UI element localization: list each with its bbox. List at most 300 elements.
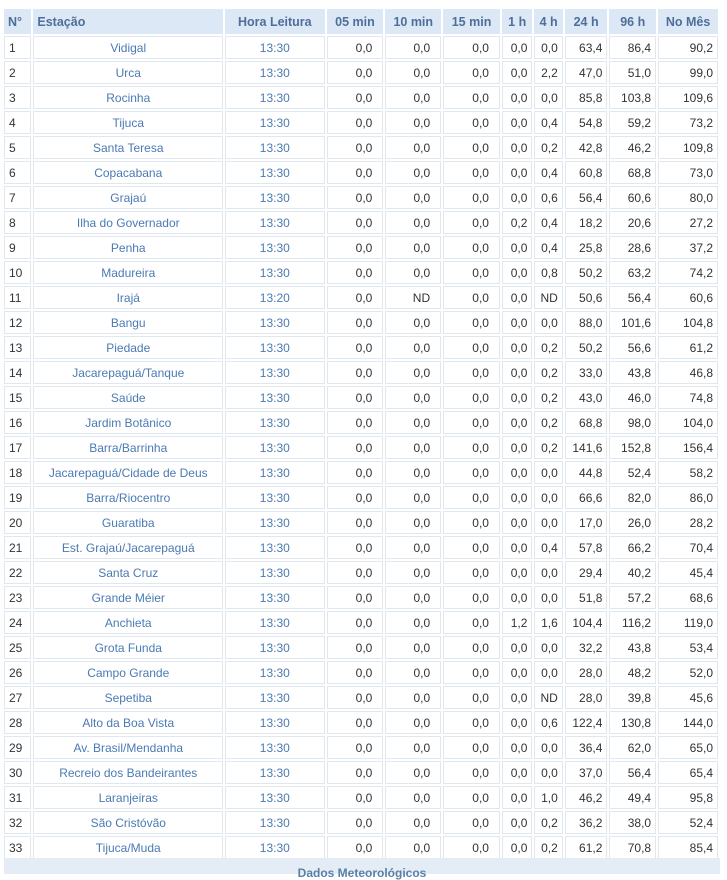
value-15min-cell: 0,0 — [443, 761, 500, 784]
station-number-cell: 5 — [4, 136, 31, 159]
value-month-cell: 60,6 — [658, 286, 718, 309]
value-1h-cell: 0,0 — [502, 111, 532, 134]
value-24h-cell: 33,0 — [565, 361, 608, 384]
station-name-cell[interactable]: Jacarepaguá/Tanque — [33, 361, 223, 384]
value-4h-cell: 0,4 — [534, 211, 562, 234]
value-96h-cell: 26,0 — [609, 511, 656, 534]
station-name-cell[interactable]: Barra/Riocentro — [33, 486, 223, 509]
value-4h-cell: 0,2 — [534, 836, 562, 859]
value-15min-cell: 0,0 — [443, 611, 500, 634]
value-96h-cell: 43,8 — [609, 361, 656, 384]
station-number-cell: 4 — [4, 111, 31, 134]
station-number-cell: 13 — [4, 336, 31, 359]
value-4h-cell: 1,0 — [534, 786, 562, 809]
header-number[interactable]: N° — [4, 9, 31, 34]
value-month-cell: 52,4 — [658, 811, 718, 834]
value-24h-cell: 60,8 — [565, 161, 608, 184]
value-5min-cell: 0,0 — [327, 786, 384, 809]
value-96h-cell: 52,4 — [609, 461, 656, 484]
value-4h-cell: 0,0 — [534, 36, 562, 59]
value-5min-cell: 0,0 — [327, 586, 384, 609]
value-10min-cell: 0,0 — [385, 386, 441, 409]
value-5min-cell: 0,0 — [327, 761, 384, 784]
table-row — [4, 636, 718, 659]
header-10min[interactable]: 10 min — [385, 9, 441, 34]
header-read-time[interactable]: Hora Leitura — [225, 9, 324, 34]
station-number-cell: 29 — [4, 736, 31, 759]
table-row — [4, 836, 718, 859]
station-name-cell[interactable]: Rocinha — [33, 86, 223, 109]
value-month-cell: 73,0 — [658, 161, 718, 184]
read-time-cell: 13:30 — [225, 511, 324, 534]
table-row — [4, 86, 718, 109]
station-number-cell: 16 — [4, 411, 31, 434]
value-1h-cell: 0,0 — [502, 186, 532, 209]
read-time-cell: 13:30 — [225, 736, 324, 759]
table-body — [4, 36, 718, 859]
value-96h-cell: 82,0 — [609, 486, 656, 509]
header-24h[interactable]: 24 h — [565, 9, 608, 34]
value-10min-cell: 0,0 — [385, 486, 441, 509]
value-24h-cell: 50,2 — [565, 261, 608, 284]
value-24h-cell: 25,8 — [565, 236, 608, 259]
value-1h-cell: 0,0 — [502, 136, 532, 159]
value-10min-cell: 0,0 — [385, 511, 441, 534]
read-time-cell: 13:30 — [225, 261, 324, 284]
value-15min-cell: 0,0 — [443, 486, 500, 509]
value-15min-cell: 0,0 — [443, 161, 500, 184]
value-96h-cell: 130,8 — [609, 711, 656, 734]
value-5min-cell: 0,0 — [327, 161, 384, 184]
value-24h-cell: 104,4 — [565, 611, 608, 634]
station-number-cell: 15 — [4, 386, 31, 409]
value-10min-cell: 0,0 — [385, 836, 441, 859]
header-1h[interactable]: 1 h — [502, 9, 532, 34]
value-24h-cell: 32,2 — [565, 636, 608, 659]
value-24h-cell: 63,4 — [565, 36, 608, 59]
value-24h-cell: 47,0 — [565, 61, 608, 84]
value-96h-cell: 56,4 — [609, 286, 656, 309]
read-time-cell: 13:30 — [225, 236, 324, 259]
value-1h-cell: 0,0 — [502, 486, 532, 509]
value-10min-cell: 0,0 — [385, 161, 441, 184]
table-row — [4, 486, 718, 509]
value-24h-cell: 50,2 — [565, 336, 608, 359]
value-4h-cell: 0,4 — [534, 536, 562, 559]
value-4h-cell: 0,0 — [534, 486, 562, 509]
value-1h-cell: 0,0 — [502, 411, 532, 434]
value-4h-cell: 0,2 — [534, 411, 562, 434]
value-10min-cell: 0,0 — [385, 561, 441, 584]
value-15min-cell: 0,0 — [443, 686, 500, 709]
station-number-cell: 9 — [4, 236, 31, 259]
table-row — [4, 236, 718, 259]
value-month-cell: 58,2 — [658, 461, 718, 484]
read-time-cell: 13:20 — [225, 286, 324, 309]
table-row — [4, 36, 718, 59]
value-10min-cell: 0,0 — [385, 86, 441, 109]
value-1h-cell: 0,0 — [502, 561, 532, 584]
value-4h-cell: ND — [534, 686, 562, 709]
header-4h[interactable]: 4 h — [534, 9, 562, 34]
station-number-cell: 22 — [4, 561, 31, 584]
header-month[interactable]: No Mês — [658, 9, 718, 34]
value-month-cell: 70,4 — [658, 536, 718, 559]
station-number-cell: 17 — [4, 436, 31, 459]
value-month-cell: 46,8 — [658, 361, 718, 384]
table-row — [4, 661, 718, 684]
value-15min-cell: 0,0 — [443, 86, 500, 109]
value-15min-cell: 0,0 — [443, 61, 500, 84]
value-10min-cell: 0,0 — [385, 461, 441, 484]
station-name-cell[interactable]: Santa Teresa — [33, 136, 223, 159]
value-4h-cell: 0,6 — [534, 711, 562, 734]
table-row — [4, 461, 718, 484]
table-row — [4, 711, 718, 734]
value-month-cell: 109,8 — [658, 136, 718, 159]
value-month-cell: 27,2 — [658, 211, 718, 234]
value-month-cell: 86,0 — [658, 486, 718, 509]
read-time-cell: 13:30 — [225, 411, 324, 434]
read-time-cell: 13:30 — [225, 211, 324, 234]
station-name-cell[interactable]: Tijuca/Muda — [33, 836, 223, 859]
value-month-cell: 99,0 — [658, 61, 718, 84]
value-15min-cell: 0,0 — [443, 261, 500, 284]
value-4h-cell: 0,8 — [534, 261, 562, 284]
read-time-cell: 13:30 — [225, 586, 324, 609]
value-1h-cell: 0,0 — [502, 811, 532, 834]
value-4h-cell: 0,2 — [534, 361, 562, 384]
value-5min-cell: 0,0 — [327, 261, 384, 284]
station-number-cell: 3 — [4, 86, 31, 109]
value-4h-cell: 0,2 — [534, 811, 562, 834]
value-15min-cell: 0,0 — [443, 661, 500, 684]
station-name-cell[interactable]: Grande Méier — [33, 586, 223, 609]
read-time-cell: 13:30 — [225, 311, 324, 334]
value-15min-cell: 0,0 — [443, 36, 500, 59]
value-10min-cell: 0,0 — [385, 136, 441, 159]
value-96h-cell: 68,8 — [609, 161, 656, 184]
value-24h-cell: 29,4 — [565, 561, 608, 584]
station-name-cell[interactable]: Piedade — [33, 336, 223, 359]
station-name-cell[interactable]: Sepetiba — [33, 686, 223, 709]
value-month-cell: 73,2 — [658, 111, 718, 134]
value-1h-cell: 0,0 — [502, 736, 532, 759]
value-4h-cell: ND — [534, 286, 562, 309]
value-24h-cell: 43,0 — [565, 386, 608, 409]
station-name-cell[interactable]: Grajaú — [33, 186, 223, 209]
value-96h-cell: 39,8 — [609, 686, 656, 709]
read-time-cell: 13:30 — [225, 86, 324, 109]
station-number-cell: 20 — [4, 511, 31, 534]
value-5min-cell: 0,0 — [327, 136, 384, 159]
station-name-cell[interactable]: São Cristóvão — [33, 811, 223, 834]
value-5min-cell: 0,0 — [327, 561, 384, 584]
value-96h-cell: 40,2 — [609, 561, 656, 584]
value-5min-cell: 0,0 — [327, 511, 384, 534]
value-1h-cell: 0,0 — [502, 361, 532, 384]
value-24h-cell: 42,8 — [565, 136, 608, 159]
station-name-cell[interactable]: Madureira — [33, 261, 223, 284]
read-time-cell: 13:30 — [225, 836, 324, 859]
value-10min-cell: 0,0 — [385, 411, 441, 434]
value-10min-cell: 0,0 — [385, 111, 441, 134]
value-96h-cell: 70,8 — [609, 836, 656, 859]
value-15min-cell: 0,0 — [443, 711, 500, 734]
value-1h-cell: 0,2 — [502, 211, 532, 234]
value-96h-cell: 98,0 — [609, 411, 656, 434]
value-15min-cell: 0,0 — [443, 336, 500, 359]
value-5min-cell: 0,0 — [327, 236, 384, 259]
value-4h-cell: 0,4 — [534, 161, 562, 184]
value-1h-cell: 0,0 — [502, 836, 532, 859]
station-name-cell[interactable]: Irajá — [33, 286, 223, 309]
table-row — [4, 761, 718, 784]
value-1h-cell: 0,0 — [502, 336, 532, 359]
value-15min-cell: 0,0 — [443, 386, 500, 409]
table-row — [4, 211, 718, 234]
value-24h-cell: 61,2 — [565, 836, 608, 859]
value-15min-cell: 0,0 — [443, 311, 500, 334]
station-name-cell[interactable]: Alto da Boa Vista — [33, 711, 223, 734]
value-5min-cell: 0,0 — [327, 536, 384, 559]
table-row — [4, 436, 718, 459]
value-24h-cell: 28,0 — [565, 686, 608, 709]
header-station[interactable]: Estação — [33, 9, 223, 34]
value-96h-cell: 101,6 — [609, 311, 656, 334]
value-month-cell: 144,0 — [658, 711, 718, 734]
value-96h-cell: 20,6 — [609, 211, 656, 234]
station-number-cell: 7 — [4, 186, 31, 209]
value-month-cell: 65,4 — [658, 761, 718, 784]
value-1h-cell: 0,0 — [502, 311, 532, 334]
value-4h-cell: 2,2 — [534, 61, 562, 84]
station-name-cell[interactable]: Recreio dos Bandeirantes — [33, 761, 223, 784]
value-24h-cell: 17,0 — [565, 511, 608, 534]
table-header-row — [4, 9, 718, 34]
value-month-cell: 156,4 — [658, 436, 718, 459]
value-96h-cell: 103,8 — [609, 86, 656, 109]
value-96h-cell: 57,2 — [609, 586, 656, 609]
value-4h-cell: 0,4 — [534, 236, 562, 259]
read-time-cell: 13:30 — [225, 711, 324, 734]
value-5min-cell: 0,0 — [327, 386, 384, 409]
value-5min-cell: 0,0 — [327, 336, 384, 359]
value-5min-cell: 0,0 — [327, 61, 384, 84]
value-24h-cell: 46,2 — [565, 786, 608, 809]
value-month-cell: 104,8 — [658, 311, 718, 334]
read-time-cell: 13:30 — [225, 786, 324, 809]
value-month-cell: 109,6 — [658, 86, 718, 109]
value-24h-cell: 28,0 — [565, 661, 608, 684]
station-number-cell: 2 — [4, 61, 31, 84]
footer-link[interactable]: Dados Meteorológicos — [297, 866, 427, 880]
value-1h-cell: 0,0 — [502, 36, 532, 59]
value-96h-cell: 62,0 — [609, 736, 656, 759]
value-10min-cell: 0,0 — [385, 311, 441, 334]
station-name-cell[interactable]: Santa Cruz — [33, 561, 223, 584]
value-24h-cell: 36,2 — [565, 811, 608, 834]
value-4h-cell: 0,0 — [534, 661, 562, 684]
value-15min-cell: 0,0 — [443, 786, 500, 809]
value-10min-cell: 0,0 — [385, 361, 441, 384]
value-month-cell: 45,4 — [658, 561, 718, 584]
value-5min-cell: 0,0 — [327, 836, 384, 859]
station-name-cell[interactable]: Ilha do Governador — [33, 211, 223, 234]
station-name-cell[interactable]: Est. Grajaú/Jacarepaguá — [33, 536, 223, 559]
station-name-cell[interactable]: Penha — [33, 236, 223, 259]
value-24h-cell: 85,8 — [565, 86, 608, 109]
table-row — [4, 786, 718, 809]
station-name-cell[interactable]: Vidigal — [33, 36, 223, 59]
read-time-cell: 13:30 — [225, 161, 324, 184]
value-month-cell: 65,0 — [658, 736, 718, 759]
value-1h-cell: 0,0 — [502, 461, 532, 484]
value-4h-cell: 1,6 — [534, 611, 562, 634]
station-name-cell[interactable]: Laranjeiras — [33, 786, 223, 809]
read-time-cell: 13:30 — [225, 361, 324, 384]
station-name-cell[interactable]: Urca — [33, 61, 223, 84]
value-15min-cell: 0,0 — [443, 511, 500, 534]
value-1h-cell: 0,0 — [502, 286, 532, 309]
read-time-cell: 13:30 — [225, 461, 324, 484]
value-24h-cell: 66,6 — [565, 486, 608, 509]
station-number-cell: 31 — [4, 786, 31, 809]
station-number-cell: 25 — [4, 636, 31, 659]
station-name-cell[interactable]: Jardim Botânico — [33, 411, 223, 434]
station-number-cell: 19 — [4, 486, 31, 509]
value-96h-cell: 86,4 — [609, 36, 656, 59]
value-4h-cell: 0,0 — [534, 311, 562, 334]
rainfall-table — [2, 7, 720, 861]
value-96h-cell: 51,0 — [609, 61, 656, 84]
table-row — [4, 686, 718, 709]
table-row — [4, 511, 718, 534]
table-row — [4, 736, 718, 759]
value-10min-cell: 0,0 — [385, 336, 441, 359]
value-1h-cell: 0,0 — [502, 236, 532, 259]
value-month-cell: 52,0 — [658, 661, 718, 684]
value-4h-cell: 0,2 — [534, 386, 562, 409]
footer-bar — [4, 858, 720, 880]
value-15min-cell: 0,0 — [443, 286, 500, 309]
station-number-cell: 33 — [4, 836, 31, 859]
station-name-cell[interactable]: Av. Brasil/Mendanha — [33, 736, 223, 759]
value-month-cell: 74,8 — [658, 386, 718, 409]
value-15min-cell: 0,0 — [443, 436, 500, 459]
value-month-cell: 74,2 — [658, 261, 718, 284]
station-name-cell[interactable]: Guaratiba — [33, 511, 223, 534]
value-10min-cell: 0,0 — [385, 661, 441, 684]
value-4h-cell: 0,0 — [534, 561, 562, 584]
value-5min-cell: 0,0 — [327, 36, 384, 59]
value-15min-cell: 0,0 — [443, 186, 500, 209]
value-96h-cell: 43,8 — [609, 636, 656, 659]
value-10min-cell: 0,0 — [385, 536, 441, 559]
read-time-cell: 13:30 — [225, 661, 324, 684]
station-name-cell[interactable]: Tijuca — [33, 111, 223, 134]
station-name-cell[interactable]: Grota Funda — [33, 636, 223, 659]
value-10min-cell: 0,0 — [385, 236, 441, 259]
value-15min-cell: 0,0 — [443, 636, 500, 659]
read-time-cell: 13:30 — [225, 611, 324, 634]
station-number-cell: 12 — [4, 311, 31, 334]
station-name-cell[interactable]: Anchieta — [33, 611, 223, 634]
value-month-cell: 37,2 — [658, 236, 718, 259]
value-15min-cell: 0,0 — [443, 736, 500, 759]
station-name-cell[interactable]: Campo Grande — [33, 661, 223, 684]
station-name-cell[interactable]: Copacabana — [33, 161, 223, 184]
value-96h-cell: 152,8 — [609, 436, 656, 459]
station-name-cell[interactable]: Jacarepaguá/Cidade de Deus — [33, 461, 223, 484]
station-name-cell[interactable]: Barra/Barrinha — [33, 436, 223, 459]
value-4h-cell: 0,0 — [534, 586, 562, 609]
value-5min-cell: 0,0 — [327, 111, 384, 134]
table-row — [4, 586, 718, 609]
station-name-cell[interactable]: Saúde — [33, 386, 223, 409]
value-15min-cell: 0,0 — [443, 236, 500, 259]
value-4h-cell: 0,0 — [534, 636, 562, 659]
value-10min-cell: 0,0 — [385, 611, 441, 634]
read-time-cell: 13:30 — [225, 136, 324, 159]
station-number-cell: 11 — [4, 286, 31, 309]
table-row — [4, 261, 718, 284]
station-name-cell[interactable]: Bangu — [33, 311, 223, 334]
table-row — [4, 811, 718, 834]
table-row — [4, 286, 718, 309]
value-10min-cell: 0,0 — [385, 186, 441, 209]
value-1h-cell: 0,0 — [502, 511, 532, 534]
table-row — [4, 186, 718, 209]
value-24h-cell: 57,8 — [565, 536, 608, 559]
value-96h-cell: 49,4 — [609, 786, 656, 809]
table-row — [4, 336, 718, 359]
value-month-cell: 53,4 — [658, 636, 718, 659]
table-row — [4, 561, 718, 584]
value-1h-cell: 0,0 — [502, 661, 532, 684]
value-15min-cell: 0,0 — [443, 211, 500, 234]
header-5min[interactable]: 05 min — [327, 9, 384, 34]
value-5min-cell: 0,0 — [327, 611, 384, 634]
value-month-cell: 61,2 — [658, 336, 718, 359]
read-time-cell: 13:30 — [225, 486, 324, 509]
value-month-cell: 68,6 — [658, 586, 718, 609]
value-10min-cell: 0,0 — [385, 711, 441, 734]
value-1h-cell: 0,0 — [502, 761, 532, 784]
value-24h-cell: 88,0 — [565, 311, 608, 334]
value-month-cell: 85,4 — [658, 836, 718, 859]
header-96h[interactable]: 96 h — [609, 9, 656, 34]
value-5min-cell: 0,0 — [327, 211, 384, 234]
value-month-cell: 90,2 — [658, 36, 718, 59]
value-1h-cell: 0,0 — [502, 261, 532, 284]
value-15min-cell: 0,0 — [443, 561, 500, 584]
value-5min-cell: 0,0 — [327, 311, 384, 334]
station-number-cell: 28 — [4, 711, 31, 734]
value-96h-cell: 60,6 — [609, 186, 656, 209]
read-time-cell: 13:30 — [225, 536, 324, 559]
value-4h-cell: 0,6 — [534, 186, 562, 209]
value-4h-cell: 0,0 — [534, 736, 562, 759]
value-month-cell: 95,8 — [658, 786, 718, 809]
value-month-cell: 28,2 — [658, 511, 718, 534]
value-1h-cell: 0,0 — [502, 436, 532, 459]
value-month-cell: 80,0 — [658, 186, 718, 209]
value-4h-cell: 0,0 — [534, 761, 562, 784]
read-time-cell: 13:30 — [225, 61, 324, 84]
station-number-cell: 6 — [4, 161, 31, 184]
header-15min[interactable]: 15 min — [443, 9, 500, 34]
